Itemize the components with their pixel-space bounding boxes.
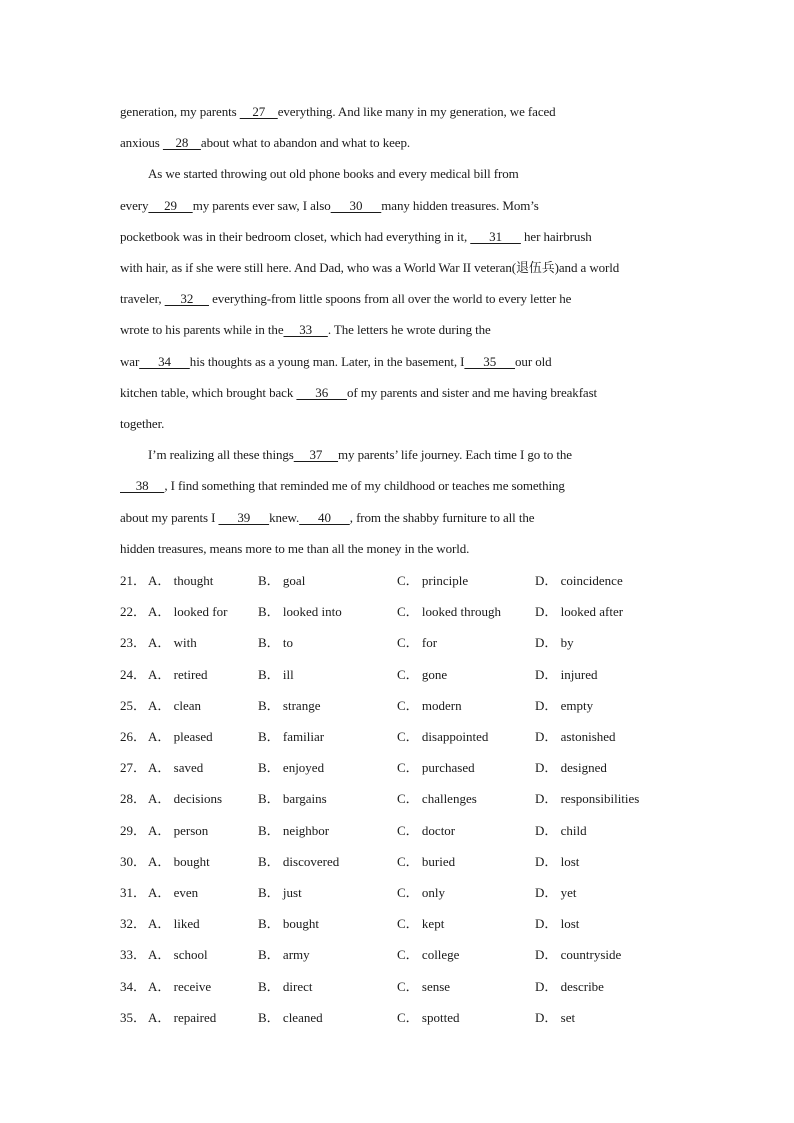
answer-blank: 35	[464, 353, 516, 369]
option-b: B． army	[258, 947, 310, 963]
question-number: 32．	[120, 916, 147, 932]
answer-blank: 39	[218, 509, 270, 525]
option-b: B． ill	[258, 666, 294, 682]
passage-text: generation, my parents	[120, 104, 240, 119]
option-a: A． liked	[148, 916, 200, 932]
passage-line	[120, 198, 680, 214]
passage-text: every	[120, 197, 149, 213]
question-number: 30．	[120, 853, 147, 869]
passage-text: our old	[515, 353, 552, 369]
question-number: 25．	[120, 697, 147, 713]
question-row	[120, 604, 680, 620]
answer-blank: 28	[162, 135, 201, 151]
answer-blank: 34	[139, 353, 190, 369]
answer-blank: 37	[293, 447, 339, 463]
passage-line	[120, 229, 680, 245]
passage-line	[120, 541, 680, 557]
answer-blank: 33	[283, 322, 328, 338]
question-row	[120, 760, 680, 776]
question-row	[120, 916, 680, 932]
option-c: C． only	[397, 885, 446, 900]
passage-line	[148, 447, 708, 463]
question-number: 28．	[120, 791, 147, 807]
passage-text: As we started throwing out old phone books and every medical bill from	[148, 166, 519, 182]
option-d: D． astonished	[535, 729, 616, 744]
option-c: C． doctor	[397, 822, 456, 838]
option-a: A． school	[148, 947, 208, 963]
passage-text: of my parents and sister and me having breakfast	[347, 384, 598, 400]
passage-line	[120, 354, 680, 370]
option-c: C． gone	[397, 666, 448, 682]
question-row	[120, 947, 680, 963]
option-b: B． goal	[258, 573, 306, 588]
option-c: C． for	[397, 635, 438, 651]
option-a: A． repaired	[148, 1009, 217, 1025]
question-row	[120, 635, 680, 651]
question-number: 34．	[120, 978, 147, 994]
option-a: A． receive	[148, 978, 212, 994]
question-number: 27．	[120, 760, 147, 776]
option-b: B． strange	[258, 697, 321, 713]
answer-blank: 30	[330, 197, 382, 213]
option-d: D． countryside	[535, 947, 622, 963]
passage-text: wrote to his parents while in the	[120, 322, 284, 338]
option-a: A． retired	[148, 666, 208, 682]
option-c: C． college	[397, 947, 460, 963]
option-a: A． saved	[148, 760, 204, 776]
option-d: D． describe	[535, 978, 604, 994]
passage-text: with hair, as if she were still here. And Dad, who was a World War II veteran(退伍兵)and a world	[120, 260, 620, 275]
answer-blank: 36	[296, 384, 347, 400]
passage-line	[120, 104, 680, 120]
option-d: D． lost	[535, 916, 580, 932]
option-c: C． challenges	[397, 791, 477, 807]
option-d: D． yet	[535, 885, 577, 900]
question-number: 29．	[120, 822, 147, 838]
passage-text: pocketbook was in their bedroom closet, which had everything in it,	[120, 228, 471, 244]
passage-text: his thoughts as a young man. Later, in the basement, I	[189, 353, 465, 369]
option-c: C． purchased	[397, 760, 475, 776]
passage-line	[148, 166, 708, 182]
passage-line	[120, 322, 680, 338]
question-number: 21．	[120, 573, 147, 588]
question-number: 22．	[120, 604, 147, 620]
question-row	[120, 854, 680, 870]
option-b: B． discovered	[258, 853, 340, 869]
option-d: D． designed	[535, 760, 607, 776]
option-d: D． child	[535, 822, 587, 838]
option-c: C． principle	[397, 573, 469, 588]
passage-text: . The letters he wrote during the	[327, 322, 491, 338]
passage-text: knew.	[269, 509, 300, 525]
option-d: D． empty	[535, 697, 594, 713]
option-b: B． direct	[258, 978, 313, 994]
option-a: A． even	[148, 885, 199, 900]
option-c: C． spotted	[397, 1009, 460, 1025]
passage-line	[120, 478, 680, 494]
question-row	[120, 885, 680, 901]
option-a: A． looked for	[148, 604, 228, 620]
passage-text: kitchen table, which brought back	[120, 384, 297, 400]
question-number: 23．	[120, 635, 147, 651]
question-row	[120, 698, 680, 714]
passage-line	[120, 260, 680, 276]
option-b: B． neighbor	[258, 822, 330, 838]
option-d: D． by	[535, 635, 574, 651]
option-d: D． coincidence	[535, 573, 623, 588]
option-a: A． bought	[148, 853, 210, 869]
question-number: 26．	[120, 729, 147, 744]
option-b: B． enjoyed	[258, 760, 325, 776]
option-d: D． responsibilities	[535, 791, 640, 807]
answer-blank: 29	[148, 197, 193, 213]
question-row	[120, 729, 680, 745]
passage-text: together.	[120, 416, 165, 431]
passage-text: traveler,	[120, 291, 165, 307]
question-row	[120, 791, 680, 807]
option-a: A． with	[148, 635, 197, 651]
passage-line	[120, 510, 680, 526]
option-c: C． looked through	[397, 604, 501, 620]
passage-text: about what to abandon and what to keep.	[200, 135, 411, 151]
question-row	[120, 667, 680, 683]
option-a: A． pleased	[148, 729, 213, 744]
option-c: C． kept	[397, 916, 445, 932]
question-number: 31．	[120, 885, 147, 900]
answer-blank: 40	[299, 509, 350, 525]
passage-text: my parents’ life journey. Each time I go to the	[338, 447, 572, 463]
passage-text: everything-from little spoons from all over the world to every letter he	[208, 291, 572, 307]
answer-blank: 38	[120, 478, 165, 494]
answer-blank: 27	[239, 104, 278, 119]
question-number: 24．	[120, 666, 147, 682]
option-d: D． set	[535, 1009, 576, 1025]
option-c: C． sense	[397, 978, 451, 994]
question-row	[120, 1010, 680, 1026]
option-a: A． decisions	[148, 791, 223, 807]
passage-text: everything. And like many in my generation, we faced	[277, 104, 556, 119]
option-b: B． bargains	[258, 791, 327, 807]
passage-line	[120, 291, 680, 307]
question-row	[120, 823, 680, 839]
question-number: 33．	[120, 947, 147, 963]
question-row	[120, 573, 680, 589]
passage-text: about my parents I	[120, 509, 219, 525]
passage-line	[120, 385, 680, 401]
passage-text: my parents ever saw, I also	[192, 197, 331, 213]
option-b: B． cleaned	[258, 1009, 323, 1025]
option-d: D． looked after	[535, 604, 624, 620]
passage-text: hidden treasures, means more to me than all the money in the world.	[120, 540, 470, 556]
option-d: D． injured	[535, 666, 598, 682]
passage-line	[120, 135, 680, 151]
option-b: B． to	[258, 635, 294, 651]
passage-text: war	[120, 353, 140, 369]
option-a: A． clean	[148, 697, 202, 713]
option-d: D． lost	[535, 853, 580, 869]
passage-text: many hidden treasures. Mom’s	[381, 197, 539, 213]
option-c: C． modern	[397, 697, 462, 713]
option-a: A． person	[148, 822, 209, 838]
option-b: B． bought	[258, 916, 320, 932]
passage-line	[120, 416, 680, 432]
option-c: C． disappointed	[397, 729, 489, 744]
option-c: C． buried	[397, 853, 456, 869]
answer-blank: 32	[164, 291, 209, 307]
option-b: B． just	[258, 885, 302, 900]
answer-blank: 31	[470, 228, 521, 244]
question-row	[120, 979, 680, 995]
passage-text: , from the shabby furniture to all the	[349, 509, 535, 525]
option-b: B． looked into	[258, 604, 342, 620]
passage-text: I’m realizing all these things	[148, 447, 294, 463]
option-b: B． familiar	[258, 729, 325, 744]
question-number: 35．	[120, 1009, 147, 1025]
passage-text: , I find something that reminded me of my childhood or teaches me something	[164, 478, 565, 494]
option-a: A． thought	[148, 573, 214, 588]
passage-text: her hairbrush	[520, 228, 592, 244]
passage-text: anxious	[120, 135, 163, 151]
